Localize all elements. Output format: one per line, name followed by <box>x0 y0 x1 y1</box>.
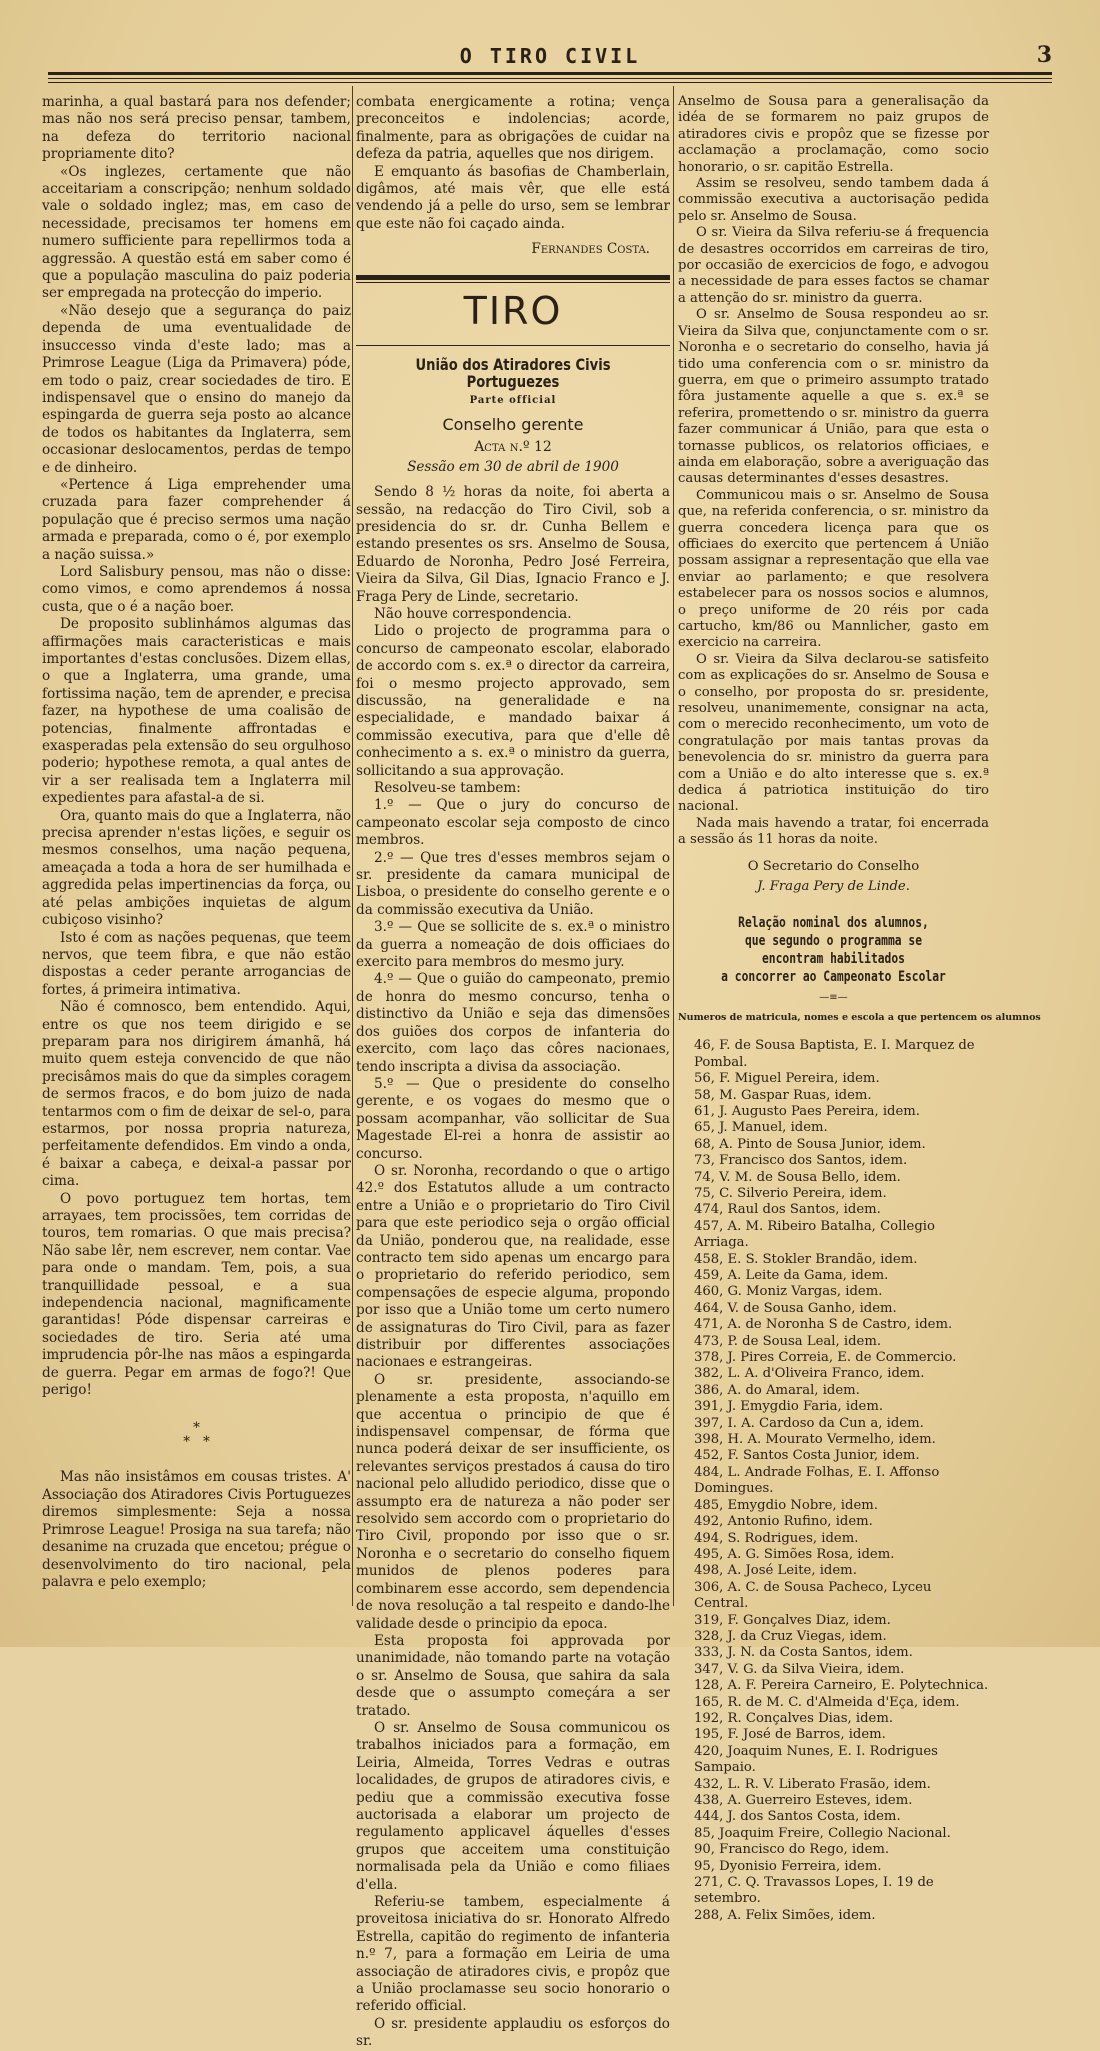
paragraph: O sr. Anselmo de Sousa communicou os trabalhos iniciados para a formação, em Leiria, Almeida, Torres Vedras e outras localidades, de grupos de atiradores civis, e pediu que a commissão executiva fosse auctorisada a elaborar um projecto de regulamento applicavel áquelles d'esses grupos que acceitem uma constituição normalisada pela da União e como filiaes d'ella. <box>356 1719 670 1893</box>
list-item: 61, J. Augusto Paes Pereira, idem. <box>694 1103 920 1119</box>
author-signature: Fernandes Costa. <box>531 241 650 258</box>
list-item: 46, F. de Sousa Baptista, E. I. Marquez de Pombal. <box>694 1038 975 1070</box>
list-item: 128, A. F. Pereira Carneiro, E. Polytechnica. <box>694 1678 989 1694</box>
paragraph: O sr. Noronha, recordando o que o artigo 42.º dos Estatutos allude a um contracto entre a União e o proprietario do Tiro Civil para que este periodico seja o orgão official da União, ponderou que, na realidade, esse contracto tem sido apenas um encargo para o proprietario do referido periodico, sem compensações de especie alguma, propondo por isso que a União tome um certo numero de assignaturas do Tiro Civil, para as fazer distribuir por differentes associações nacionaes e estrangeiras. <box>356 1162 670 1371</box>
list-item: 471, A. de Noronha S de Castro, idem. <box>694 1317 953 1333</box>
minutes-number: Acta n.º 12 <box>474 439 552 456</box>
paragraph: Não é comnosco, bem entendido. Aqui, entre os que nos teem dirigido e se preparam para nos dirigirem ámanhã, há muito quem esteja convencido de que não precisâmos mais do que da simples coragem de sermos fracos, e do bom juizo de nada tentarmos com o fim de deixar de sel-o, para estarmos, por nossa propria natureza, perfeitamente defendidos. Em vindo a onda, é baixar a cabeça, e deixal-a passar por cima. <box>42 999 351 1190</box>
heading-rule-thin <box>356 282 670 283</box>
list-item: 195, F. José de Barros, idem. <box>694 1727 886 1743</box>
paragraph: Resolveu-se tambem: <box>374 780 521 796</box>
official-part-label: Parte official <box>469 395 557 407</box>
paragraph: O sr. Anselmo de Sousa respondeu ao sr. Vieira da Silva que, conjunctamente com o sr. Noronha e o secretario do conselho, havia já tido uma conferencia com o sr. ministro da guerra, em que o primeiro assumpto tratado fôra justamente aquelle a que s. ex.ª se referira, promettendo o sr. ministro da guerra fazer communicar á União, para que esta o tornasse publicos, os relatorios officiaes, e ainda em elaboração, sobre a averiguação das causas determinantes d'esses desastres. <box>678 307 989 487</box>
list-title-line: Relação nominal dos alumnos, <box>738 914 929 931</box>
paragraph: «Não desejo que a segurança do paiz dependa de uma eventualidade de insuccesso vinda d'este lado; mas a Primrose League (Liga da Primavera) póde, em todo o paiz, crear sociedades de tiro. E indispensavel que o ensino do manejo da espingarda de guerra seja posto ao alcance de todos os habitantes da Inglaterra, sem occasionar deslocamentos, perdas de tempo e de dinheiro. <box>42 302 351 476</box>
list-item: 75, C. Silverio Pereira, idem. <box>694 1185 887 1201</box>
paragraph: Esta proposta foi approvada por unanimidade, não tomando parte na votação o sr. Anselmo de Sousa, que sahira da sala desde que o assumpto começára a ser tratado. <box>356 1632 670 1719</box>
list-item: 65, J. Manuel, idem. <box>694 1120 828 1136</box>
list-item: 328, J. da Cruz Viegas, idem. <box>694 1628 887 1644</box>
list-item: 192, R. Conçalves Dias, idem. <box>694 1710 894 1726</box>
list-item: 347, V. G. da Silva Vieira, idem. <box>694 1661 905 1677</box>
list-item: 458, E. S. Stokler Brandão, idem. <box>694 1251 918 1267</box>
list-item: 492, Antonio Rufino, idem. <box>694 1514 873 1530</box>
newspaper-title: O TIRO CIVIL <box>459 44 641 68</box>
council-heading: Conselho gerente <box>442 414 584 434</box>
list-item: 165, R. de M. C. d'Almeida d'Eça, idem. <box>694 1694 960 1710</box>
list-item: 306, A. C. de Sousa Pacheco, Lyceu Central. <box>694 1579 932 1612</box>
list-item: 484, L. Andrade Folhas, E. I. Affonso Domingues. <box>694 1464 940 1497</box>
ornamental-rule: —≡— <box>819 991 848 1003</box>
list-title-line: a concorrer ao Campeonato Escolar <box>721 968 946 985</box>
paragraph: marinha, a qual bastará para nos defender; mas não nos será preciso pensar, tambem, na defeza do territorio nacional propriamente dito? <box>42 94 351 163</box>
heading-rule-thin <box>356 345 670 346</box>
paragraph: O povo portuguez tem hortas, tem arrayaes, tem procissões, tem corridas de touros, tem romarias. O que mais precisa? Não sabe lêr, nem escrever, nem contar. Vae para onde o mandam. Tem, pois, a sua tranquillidade pessoal, e a sua independencia nacional, magnificamente garantidas! Póde dispensar carreiras e sociedades de tiro. Seria até uma imprudencia pôr-lhe nas mãos a espingarda de guerra. Pegar em armas de fogo?! Que perigo! <box>42 1190 351 1399</box>
list-item: 420, Joaquim Nunes, E. I. Rodrigues Sampaio. <box>694 1743 938 1776</box>
list-item: 74, V. M. de Sousa Bello, idem. <box>694 1169 901 1185</box>
paragraph: 3.º — Que se sollicite de s. ex.ª o ministro da guerra a nomeação de dois officiaes do exercito para membros do mesmo jury. <box>356 919 670 971</box>
section-heading: TIRO <box>463 288 563 333</box>
paragraph: Ora, quanto mais do que a Inglaterra, não precisa aprender n'estas lições, e seguir os mesmos conselhos, uma nação pequena, ameaçada a toda a hora de ser humilhada e aggredida pelas impertinencias da força, ou até pelas ambições inquietas de algum cubiçoso visinho? <box>42 807 351 929</box>
list-item: 432, L. R. V. Liberato Frasão, idem. <box>694 1776 931 1792</box>
paragraph: E emquanto ás basofias de Chamberlain, digâmos, até mais vêr, que elle está vendendo já a pelle do urso, sem se lembrar que este não foi caçado ainda. <box>356 163 670 232</box>
section-separator: * * * <box>183 1420 210 1451</box>
paragraph: O sr. Vieira da Silva referiu-se á frequencia de desastres occorridos em carreiras de tiro, por occasião de exercicios de fogo, e advogou a necessidade de para esses factos se chamar a attenção do sr. ministro da guerra. <box>678 225 989 306</box>
paragraph: Assim se resolveu, sendo tambem dada á commissão executiva a auctorisação pedida pelo sr. Anselmo de Sousa. <box>678 176 989 224</box>
paragraph: Lido o projecto de programma para o concurso de campeonato escolar, elaborado de accordo com s. ex.ª o director da carreira, foi o mesmo projecto approvado, sem discussão, na generalidade e na especialidade, e mandado baixar á commissão executiva, para que d'elle dê conhecimento a s. ex.ª o ministro da guerra, sollicitando a sua approvação. <box>356 623 670 779</box>
paragraph: O sr. presidente, associando-se plenamente a esta proposta, n'aquillo em que accentua o principio de que é indispensavel compensar, de fórma que nunca poderá deixar de ser insufficiente, os relevantes serviços prestados á causa do tiro nacional pelo alludido periodico, disse que o assumpto era de natureza a não poder ser resolvido sem accordo com o proprietario do Tiro Civil, propondo por isso que o sr. Noronha e o secretario do conselho fiquem munidos de plenos poderes para combinarem esse accordo, sem dependencia de nova resolução a tal respeito e dando-lhe validade desde o principio da epoca. <box>356 1371 670 1632</box>
paragraph: Mas não insistâmos em cousas tristes. A' Associação dos Atiradores Civis Portuguezes diremos simplesmente: Seja a nossa Primrose League! Prosiga na sua tarefa; não desanime na cruzada que encetou; prégue o desenvolvimento do tiro nacional, pela palavra e pelo exemplo; <box>42 1469 351 1590</box>
paragraph: Communicou mais o sr. Anselmo de Sousa que, na referida conferencia, o sr. ministro da guerra concedera licença para que os officiaes do exercito que pertencem á União possam assignar a representação que ella vae enviar ao parlamento; e que resolvera estabelecer para os nossos socios e alumnos, o preço uniforme de 20 réis por cada cartucho, km/86 ou Mannlicher, gasto em exercicio na carreira. <box>678 487 989 651</box>
list-item: 333, J. N. da Costa Santos, idem. <box>694 1645 913 1661</box>
list-item: 452, F. Santos Costa Junior, idem. <box>694 1448 920 1464</box>
header-rule-thin-2 <box>48 82 1052 83</box>
paragraph: «Os inglezes, certamente que não acceitariam a conscripção; nenhum soldado vale o soldado inglez; mas, em caso de necessidade, precisamos ter homens em numero sufficiente para repellirmos toda a aggressão. A questão está em saber como é que a população masculina do paiz poderia ser empregada na protecção do imperio. <box>42 163 351 302</box>
paragraph: «Pertence á Liga emprehender uma cruzada para fazer comprehender á população que é preciso sermos uma nação armada e preparada, como o é, por exemplo a nação suissa.» <box>42 476 351 563</box>
session-date: Sessão em 30 de abril de 1900 <box>407 458 619 475</box>
list-item: 474, Raul dos Santos, idem. <box>694 1202 881 1218</box>
list-item: 288, A. Felix Simões, idem. <box>694 1907 876 1923</box>
paragraph: 2.º — Que tres d'esses membros sejam o sr. presidente da camara municipal de Lisboa, o presidente do conselho gerente e o da commissão executiva da União. <box>356 849 670 918</box>
list-title <box>712 914 955 986</box>
list-item: 271, C. Q. Travassos Lopes, I. 19 de setembro. <box>694 1875 934 1907</box>
list-item: 58, M. Gaspar Ruas, idem. <box>694 1087 872 1103</box>
paragraph: Anselmo de Sousa para a generalisação da idéa de se formarem no paiz grupos de atiradores civis e propôz que se fizesse por acclamação a proclamação, como socio honorario, o sr. capitão Estrella. <box>678 94 989 175</box>
column-1 <box>42 94 351 1591</box>
paragraph: 5.º — Que o presidente do conselho gerente, e os vogaes do mesmo que o possam acompanhar, vão sollicitar de Sua Magestade El-rei a honra de assistir ao concurso. <box>356 1075 670 1162</box>
list-item: 391, J. Emygdio Faria, idem. <box>694 1399 884 1415</box>
paragraph: Referiu-se tambem, especialmente á proveitosa iniciativa do sr. Honorato Alfredo Estrella, capitão do regimento de infanteria n.º 7, para a formação em Leiria de uma associação de atiradores civis, e propôz que a União proclamasse seu socio honorario o referido official. <box>356 1894 670 2015</box>
list-item: 397, I. A. Cardoso da Cun a, idem. <box>694 1415 924 1431</box>
student-list <box>678 1038 989 1924</box>
list-item: 485, Emygdio Nobre, idem. <box>694 1497 878 1513</box>
list-item: 95, Dyonisio Ferreira, idem. <box>694 1858 882 1874</box>
column-2 <box>356 94 670 2051</box>
column-3 <box>678 94 1041 1924</box>
list-item: 68, A. Pinto de Sousa Junior, idem. <box>694 1136 926 1152</box>
paragraph: 1.º — Que o jury do concurso de campeonato escolar seja composto de cinco membros. <box>356 797 670 849</box>
list-item: 459, A. Leite da Gama, idem. <box>694 1268 889 1283</box>
paragraph: 4.º — Que o guião do campeonato, premio de honra do mesmo concurso, tenha o distinctivo da União e seja das dimensões dos guiões dos corpos de infanteria do exercito, com laço das côres nacionaes, tendo inscripta a divisa da associação. <box>356 971 670 1075</box>
union-heading: União dos Atiradores Civis Portuguezes <box>415 354 611 392</box>
paragraph: O sr. Vieira da Silva declarou-se satisfeito com as explicações do sr. Anselmo de Sousa e o conselho, por proposta do sr. presidente, resolveu, unanimemente, consignar na acta, com o merecido reconhecimento, um voto de congratulação por mais tantas provas da benevolencia do sr. ministro da guerra para com a União e do alto interesse que s. ex.ª dedica á patriotica instituição do tiro nacional. <box>678 651 989 815</box>
list-item: 85, Joaquim Freire, Collegio Nacional. <box>694 1825 951 1841</box>
paragraph: Isto é com as nações pequenas, que teem nervos, que teem fibra, e que não estão dispostas a ceder perante arrogancias de fortes, á primeira intimativa. <box>42 929 351 998</box>
list-item: 495, A. G. Simões Rosa, idem. <box>694 1546 895 1562</box>
list-title-line: que segundo o programma se encontram habilitados <box>744 932 923 967</box>
paragraph: combata energicamente a rotina; vença preconceitos e indolencias; acorde, finalmente, para as obrigações de cuidar na defeza da patria, aquelles que nos dirigem. <box>356 94 670 163</box>
list-item: 378, J. Pires Correia, E. de Commercio. <box>694 1350 957 1366</box>
paragraph: Lord Salisbury pensou, mas não o disse: como vimos, e como aprendemos á nossa custa, que o é a nação boer. <box>42 563 351 615</box>
section-heading-box <box>356 275 670 346</box>
list-item: 498, A. José Leite, idem. <box>694 1563 857 1579</box>
page-header <box>48 40 1052 70</box>
heading-rule <box>356 275 670 280</box>
list-item: 398, H. A. Mourato Vermelho, idem. <box>694 1432 936 1448</box>
list-item: 382, L. A. d'Oliveira Franco, idem. <box>694 1366 925 1382</box>
list-item: 319, F. Gonçalves Diaz, idem. <box>694 1612 891 1628</box>
paragraph: O sr. presidente applaudiu os esforços do sr. <box>356 2015 670 2050</box>
header-rule <box>48 72 1052 75</box>
page-number: 3 <box>1036 42 1052 68</box>
secretary-title: O Secretario do Conselho <box>747 858 920 874</box>
paragraph: Sendo 8 ½ horas da noite, foi aberta a sessão, na redacção do Tiro Civil, sob a presidencia do sr. dr. Cunha Bellem e estando presentes os srs. Anselmo de Sousa, Eduardo de Noronha, Pedro José Ferreira, Vieira da Silva, Gil Dias, Ignacio Franco e J. Fraga Pery de Linde, secretario. <box>356 484 670 605</box>
list-item: 464, V. de Sousa Ganho, idem. <box>694 1300 897 1316</box>
list-item: 386, A. do Amaral, idem. <box>694 1382 860 1398</box>
list-item: 473, P. de Sousa Leal, idem. <box>694 1333 882 1349</box>
paragraph: De proposito sublinhámos algumas das affirmações mais caracteristicas e mais importantes d'estas conclusões. Dizem ellas, o que a Inglaterra, uma grande, uma fortissima nação, tem de aprender, e precisa fazer, na hypothese de uma coalisão de potencias, finalmente affrontadas e exasperadas pela extensão do seu orgulhoso poderio; hypothese remota, a qual antes de vir a ser realisada tem a Inglaterra mil expedientes para afastal-a de si. <box>42 616 351 807</box>
list-item: 438, A. Guerreiro Esteves, idem. <box>694 1793 913 1808</box>
column-divider <box>352 86 353 1606</box>
list-item: 444, J. dos Santos Costa, idem. <box>694 1809 901 1825</box>
paragraph: Nada mais havendo a tratar, foi encerrada a sessão ás 11 horas da noite. <box>678 815 989 848</box>
list-item: 56, F. Miguel Pereira, idem. <box>694 1071 880 1087</box>
header-rule-thin <box>48 78 1052 79</box>
list-item: 460, G. Moniz Vargas, idem. <box>694 1284 883 1300</box>
column-divider <box>673 86 674 1606</box>
list-item: 457, A. M. Ribeiro Batalha, Collegio Arriaga. <box>694 1218 935 1251</box>
secretary-name: J. Fraga Pery de Linde. <box>757 879 910 895</box>
list-item: 90, Francisco do Rego, idem. <box>694 1842 890 1858</box>
list-item: 494, S. Rodrigues, idem. <box>694 1530 859 1546</box>
paragraph: Não houve correspondencia. <box>374 605 572 622</box>
list-item: 73, Francisco dos Santos, idem. <box>694 1153 908 1169</box>
list-subtitle: Numeros de matricula, nomes e escola a que pertencem os alumnos <box>678 1011 1041 1023</box>
